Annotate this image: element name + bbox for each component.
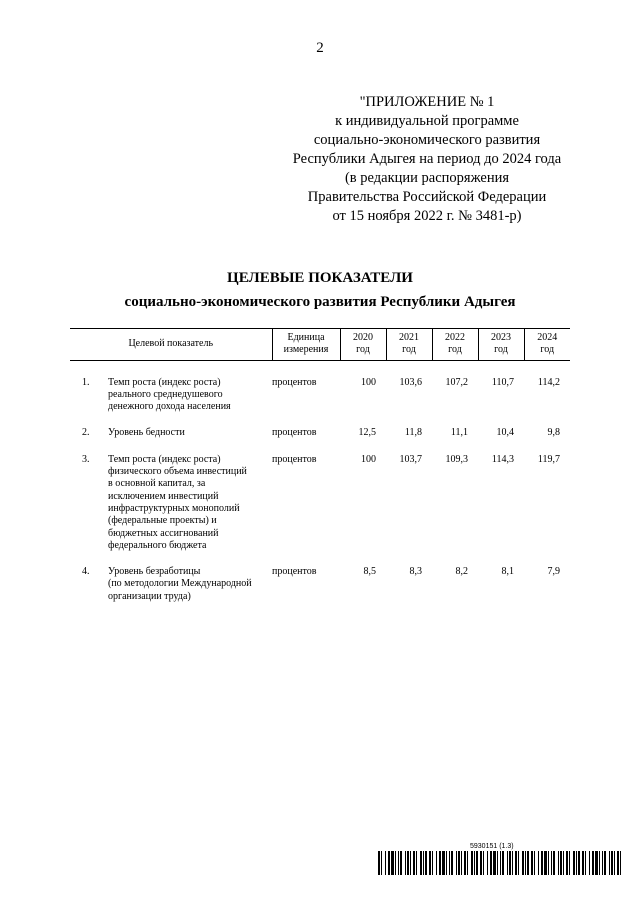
appendix-line: к индивидуальной программе [335,113,519,129]
row-value: 11,8 [404,427,422,439]
header-unit [272,329,340,361]
indicator-line: (по методологии Международной [108,578,252,590]
row-indicator [108,377,272,414]
header-year-suffix: год [540,344,555,356]
row-value: 7,9 [547,566,560,578]
row-number: 2. [82,427,90,439]
barcode-text: 5930151 (1.3) [470,843,514,850]
table-row [70,566,570,603]
indicator-line: Темп роста (индекс роста) [108,453,221,465]
row-value: 114,2 [537,376,560,388]
header-indicator: Целевой показатель [70,329,272,361]
indicator-line: инфраструктурных монополий [108,502,240,514]
row-value: 100 [361,376,376,388]
indicators-table [70,328,570,603]
row-value: 8,1 [501,566,514,578]
document-subtitle: социально-экономического развития Республики Адыгея [124,294,516,310]
header-year [432,329,478,361]
row-value: 8,5 [363,566,376,578]
row-value: 107,2 [445,376,468,388]
header-year-value: 2023 [491,332,511,343]
header-year [524,329,570,361]
header-year-suffix: год [356,344,370,356]
indicator-line: Уровень безработицы [108,566,201,578]
indicator-line: Темп роста (индекс роста) [108,376,221,388]
table-row [70,427,570,439]
row-unit: процентов [272,376,317,388]
row-value: 9,8 [547,427,560,439]
row-number: 1. [82,376,90,388]
row-value: 100 [361,453,376,465]
indicator-line: бюджетных ассигнований [108,527,219,539]
row-number: 4. [82,566,90,578]
row-indicator [108,566,272,603]
row-value: 119,7 [537,453,560,465]
row-value: 103,7 [399,453,422,465]
header-year [386,329,432,361]
row-value: 8,3 [409,566,422,578]
row-unit: процентов [272,427,317,439]
indicator-line: реального среднедушевого [108,388,223,400]
header-year-suffix: год [448,344,462,356]
appendix-line: Республики Адыгея на период до 2024 года [292,151,562,167]
table-row [70,377,570,414]
row-value: 103,6 [399,376,422,388]
indicator-line: организации труда) [108,590,191,602]
indicator-line: Уровень бедности [108,427,185,439]
row-value: 12,5 [358,427,376,439]
row-unit: процентов [272,566,317,578]
header-year-value: 2020 [353,332,373,343]
appendix-line: социально-экономического развития [313,132,541,148]
appendix-line: "ПРИЛОЖЕНИЕ № 1 [359,94,495,110]
appendix-header [262,93,592,226]
row-value: 110,7 [491,376,514,388]
barcode [378,851,624,875]
document-title: ЦЕЛЕВЫЕ ПОКАЗАТЕЛИ [227,270,413,286]
row-indicator [108,454,272,552]
header-year-value: 2022 [445,332,465,343]
row-unit: процентов [272,453,317,465]
row-value: 8,2 [455,566,468,578]
indicator-line: (федеральные проекты) и [108,515,217,527]
row-value: 11,1 [450,427,468,439]
indicator-line: федерального бюджета [108,539,207,551]
header-year-suffix: год [494,344,508,356]
row-value: 10,4 [496,427,514,439]
appendix-line: от 15 ноября 2022 г. № 3481-р) [332,208,522,224]
row-number: 3. [82,453,90,465]
header-year [340,329,386,361]
appendix-line: (в редакции распоряжения [344,170,510,186]
header-unit-line: измерения [283,344,329,356]
appendix-line: Правительства Российской Федерации [307,189,547,205]
indicator-line: денежного дохода населения [108,401,231,413]
row-indicator [108,427,272,439]
header-year-value: 2024 [537,332,558,343]
indicator-line: исключением инвестиций [108,490,219,502]
header-unit-line: Единица [287,332,325,343]
header-year-suffix: год [402,344,416,356]
row-value: 114,3 [491,453,514,465]
row-value: 109,3 [445,453,468,465]
table-header-row [70,329,570,361]
header-year [478,329,524,361]
page-number: 2 [316,40,324,56]
indicator-line: в основной капитал, за [108,478,206,490]
table-row [70,454,570,552]
indicator-line: физического объема инвестиций [108,466,247,478]
header-year-value: 2021 [399,332,419,343]
